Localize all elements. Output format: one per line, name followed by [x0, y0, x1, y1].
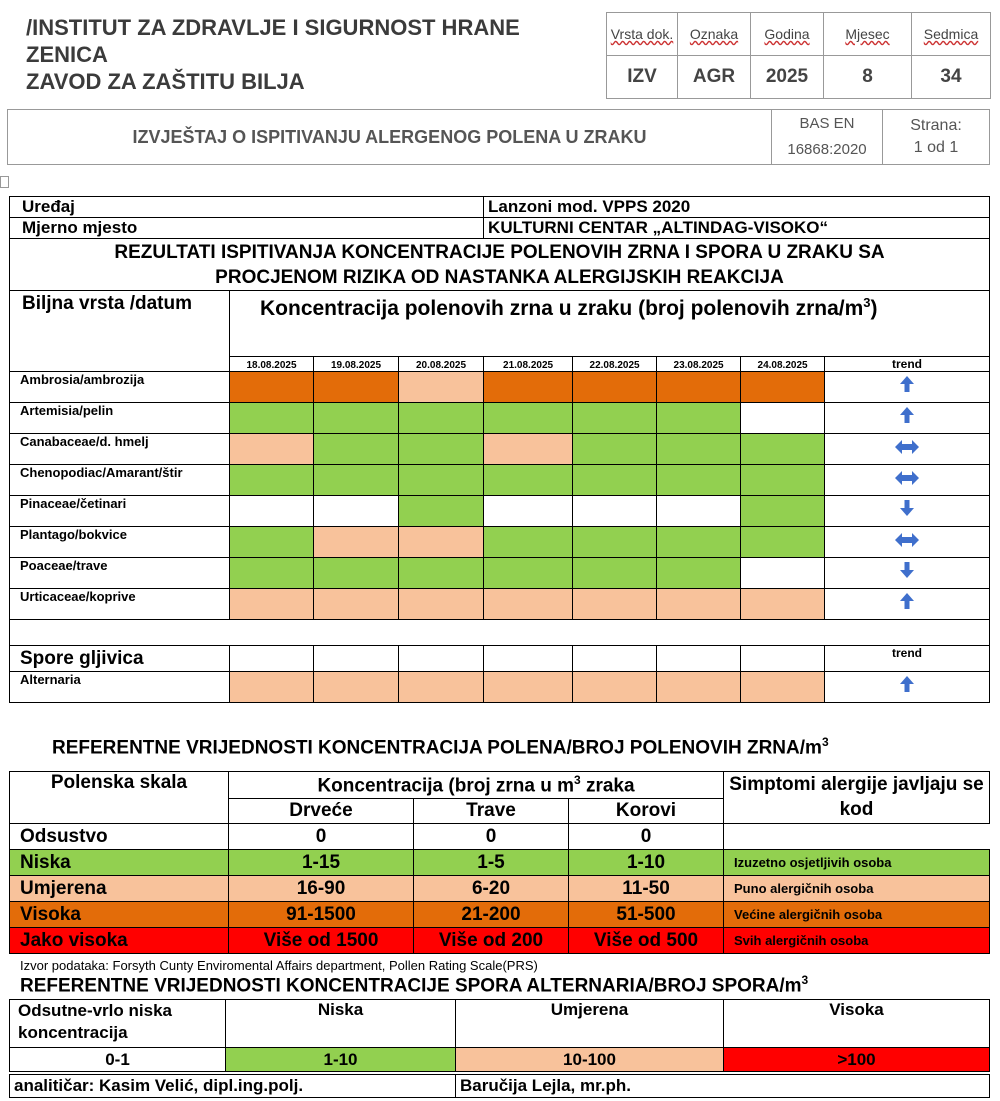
- ref-grass-value: 21-200: [414, 902, 569, 928]
- concentration-cell-low: [399, 403, 484, 434]
- concentration-cell-low: [484, 558, 573, 589]
- ref-scale-name: Jako visoka: [10, 928, 229, 954]
- analyst-name: analitičar: Kasim Velić, dipl.ing.polj.: [10, 1075, 456, 1098]
- ref-weeds-value: 11-50: [569, 876, 724, 902]
- ref-symptoms-header: Simptomi alergije javljaju se kod: [724, 772, 990, 824]
- concentration-cell-low: [657, 403, 741, 434]
- concentration-cell-moderate: [484, 589, 573, 620]
- concentration-cell-low: [314, 434, 399, 465]
- pollen-row: [10, 558, 990, 589]
- spore-ref-value-high: >100: [724, 1048, 990, 1072]
- species-name: Chenopodiac/Amarant/štir: [10, 465, 230, 496]
- concentration-cell-high: [484, 372, 573, 403]
- species-name: Poaceae/trave: [10, 558, 230, 589]
- report-page: [883, 110, 990, 165]
- reference-row: [10, 824, 990, 850]
- ref-weeds-value: 0: [569, 824, 724, 850]
- ref-weeds-header: Korovi: [569, 799, 724, 824]
- spore-reference-table: [9, 999, 990, 1072]
- trend-cell: [825, 589, 990, 620]
- reference-title: [52, 735, 829, 759]
- empty-cell: [573, 646, 657, 672]
- concentration-cell-low: [573, 558, 657, 589]
- trend-header: trend: [825, 357, 990, 372]
- down-arrow-icon: [899, 562, 915, 584]
- institute-department: ZAVOD ZA ZAŠTITU BILJA: [26, 69, 305, 94]
- reference-row: [10, 876, 990, 902]
- concentration-cell-moderate: [230, 434, 314, 465]
- trend-cell: [825, 465, 990, 496]
- species-column-header: Biljna vrsta /datum: [10, 291, 230, 372]
- ref-scale-header: Polenska skala: [10, 772, 229, 824]
- reference-title-text: REFERENTNE VRIJEDNOSTI KONCENTRACIJA POLENA/BROJ POLENOVIH ZRNA/m: [52, 737, 822, 759]
- concentration-cell-moderate: [657, 672, 741, 703]
- second-analyst-name: Baručija Lejla, mr.ph.: [456, 1075, 990, 1098]
- species-name: Plantago/bokvice: [10, 527, 230, 558]
- device-value: Lanzoni mod. VPPS 2020: [484, 197, 990, 218]
- concentration-cell-moderate: [399, 589, 484, 620]
- trend-cell: [825, 558, 990, 589]
- ref-concentration-header: [229, 772, 724, 799]
- empty-cell: [314, 646, 399, 672]
- ref-scale-name: Umjerena: [10, 876, 229, 902]
- reference-row: [10, 850, 990, 876]
- concentration-cell-moderate: [314, 589, 399, 620]
- concentration-cell-low: [399, 496, 484, 527]
- concentration-cell-none: [741, 403, 825, 434]
- device-label: Uređaj: [10, 197, 484, 218]
- pollen-row: [10, 372, 990, 403]
- ref-grass-value: Više od 200: [414, 928, 569, 954]
- spore-ref-header-low: Niska: [226, 1000, 456, 1048]
- concentration-cell-high: [573, 372, 657, 403]
- up-arrow-icon: [899, 676, 915, 698]
- species-name: Artemisia/pelin: [10, 403, 230, 434]
- concentration-cell-low: [741, 465, 825, 496]
- ref-scale-name: Odsustvo: [10, 824, 229, 850]
- concentration-cell-low: [314, 403, 399, 434]
- down-arrow-icon: [899, 500, 915, 522]
- location-label: Mjerno mjesto: [10, 218, 484, 239]
- concentration-cell-high: [230, 372, 314, 403]
- date-header: 18.08.2025: [230, 357, 314, 372]
- date-header: 21.08.2025: [484, 357, 573, 372]
- institute-header: [26, 14, 596, 95]
- species-name: Canabaceae/d. hmelj: [10, 434, 230, 465]
- footer-signatures: [9, 1074, 990, 1098]
- concentration-cell-low: [657, 434, 741, 465]
- concentration-cell-moderate: [399, 527, 484, 558]
- reference-row: [10, 928, 990, 954]
- ref-symptom: Svih alergičnih osoba: [724, 928, 990, 954]
- species-name: Alternaria: [10, 672, 230, 703]
- concentration-cell-low: [399, 434, 484, 465]
- standard-line1: BAS EN: [799, 115, 855, 132]
- concentration-cell-low: [573, 403, 657, 434]
- concentration-cell-moderate: [230, 672, 314, 703]
- data-source-note: Izvor podataka: Forsyth Cunty Enviromental Affairs department, Pollen Rating Scale(PRS): [20, 958, 538, 973]
- spore-ref-header-high: Visoka: [724, 1000, 990, 1048]
- meta-value-code: AGR: [678, 56, 751, 99]
- species-name: Urticaceae/koprive: [10, 589, 230, 620]
- concentration-header-end: ): [870, 297, 878, 320]
- concentration-cell-low: [741, 434, 825, 465]
- pollen-row: [10, 434, 990, 465]
- ref-conc-text: Koncentracija (broj zrna u m: [317, 775, 574, 797]
- date-header: 23.08.2025: [657, 357, 741, 372]
- ref-trees-value: Više od 1500: [229, 928, 414, 954]
- pollen-row: [10, 527, 990, 558]
- meta-value-week: 34: [912, 56, 991, 99]
- concentration-cell-low: [484, 403, 573, 434]
- ref-trees-value: 91-1500: [229, 902, 414, 928]
- up-arrow-icon: [899, 407, 915, 429]
- report-standard: [772, 110, 883, 165]
- concentration-cell-high: [657, 372, 741, 403]
- empty-cell: [399, 646, 484, 672]
- up-arrow-icon: [899, 376, 915, 398]
- concentration-cell-high: [741, 372, 825, 403]
- results-table: [9, 196, 990, 703]
- spacer-row: [10, 620, 990, 646]
- ref-trees-value: 16-90: [229, 876, 414, 902]
- pollen-row: [10, 403, 990, 434]
- concentration-cell-low: [573, 434, 657, 465]
- concentration-cell-moderate: [399, 372, 484, 403]
- concentration-header-text: Koncentracija polenovih zrna u zraku (broj polenovih zrna/m: [260, 297, 864, 320]
- concentration-cell-moderate: [657, 589, 741, 620]
- concentration-cell-moderate: [741, 589, 825, 620]
- trend-cell: [825, 496, 990, 527]
- concentration-cell-low: [314, 465, 399, 496]
- concentration-cell-none: [573, 496, 657, 527]
- empty-cell: [230, 646, 314, 672]
- empty-cell: [741, 646, 825, 672]
- concentration-header: [230, 291, 990, 357]
- concentration-cell-moderate: [741, 672, 825, 703]
- ref-conc-end: zraka: [580, 775, 635, 797]
- reference-title-sup: 3: [821, 735, 829, 749]
- pollen-row: [10, 465, 990, 496]
- spore-row: [10, 672, 990, 703]
- spore-reference-title-text: REFERENTNE VRIJEDNOSTI KONCENTRACIJE SPORA ALTERNARIA/BROJ SPORA/m: [20, 975, 802, 997]
- concentration-cell-low: [399, 558, 484, 589]
- spore-ref-header-absent: Odsutne-vrlo niska koncentracija: [10, 1000, 226, 1048]
- concentration-cell-moderate: [484, 434, 573, 465]
- concentration-cell-low: [230, 403, 314, 434]
- up-arrow-icon: [899, 593, 915, 615]
- pollen-reference-table: [9, 771, 990, 954]
- ref-weeds-value: 51-500: [569, 902, 724, 928]
- date-header: 22.08.2025: [573, 357, 657, 372]
- concentration-cell-low: [657, 465, 741, 496]
- concentration-cell-moderate: [399, 672, 484, 703]
- concentration-cell-moderate: [230, 589, 314, 620]
- meta-label-code: Oznaka: [678, 13, 751, 56]
- ref-grass-value: 0: [414, 824, 569, 850]
- concentration-cell-low: [573, 465, 657, 496]
- ref-symptom: Izuzetno osjetljivih osoba: [724, 850, 990, 876]
- page-label: Strana:: [910, 117, 962, 134]
- ref-trees-value: 1-15: [229, 850, 414, 876]
- concentration-cell-moderate: [484, 672, 573, 703]
- meta-value-year: 2025: [751, 56, 824, 99]
- trend-cell: [825, 372, 990, 403]
- concentration-cell-low: [314, 558, 399, 589]
- meta-value-month: 8: [824, 56, 912, 99]
- trend-cell: [825, 672, 990, 703]
- reference-row: [10, 902, 990, 928]
- trend-cell: [825, 434, 990, 465]
- ref-scale-name: Visoka: [10, 902, 229, 928]
- ref-weeds-value: 1-10: [569, 850, 724, 876]
- table-move-handle-icon[interactable]: [0, 176, 9, 188]
- concentration-cell-none: [484, 496, 573, 527]
- trend-cell: [825, 527, 990, 558]
- location-value: KULTURNI CENTAR „ALTINDAG-VISOKO“: [484, 218, 990, 239]
- meta-label-year: Godina: [751, 13, 824, 56]
- meta-label-type: Vrsta dok.: [607, 13, 678, 56]
- spore-reference-title: [20, 973, 808, 997]
- concentration-header-sup: 3: [863, 295, 871, 310]
- concentration-cell-low: [741, 527, 825, 558]
- date-header: 24.08.2025: [741, 357, 825, 372]
- concentration-cell-none: [314, 496, 399, 527]
- concentration-cell-none: [230, 496, 314, 527]
- spore-ref-value-low: 1-10: [226, 1048, 456, 1072]
- concentration-cell-low: [573, 527, 657, 558]
- concentration-cell-low: [484, 527, 573, 558]
- date-header: 20.08.2025: [399, 357, 484, 372]
- spores-trend-header: trend: [825, 646, 990, 672]
- ref-conc-sup: 3: [574, 772, 581, 787]
- ref-grass-value: 1-5: [414, 850, 569, 876]
- ref-symptom: Većine alergičnih osoba: [724, 902, 990, 928]
- concentration-cell-low: [230, 527, 314, 558]
- results-title: [10, 239, 990, 291]
- spore-reference-title-sup: 3: [801, 973, 809, 987]
- report-title-box: [7, 109, 990, 165]
- species-name: Pinaceae/četinari: [10, 496, 230, 527]
- report-title: IZVJEŠTAJ O ISPITIVANJU ALERGENOG POLENA U ZRAKU: [8, 110, 772, 165]
- empty-cell: [657, 646, 741, 672]
- trend-cell: [825, 403, 990, 434]
- concentration-cell-low: [399, 465, 484, 496]
- spores-header: Spore gljivica: [10, 646, 230, 672]
- concentration-cell-low: [484, 465, 573, 496]
- concentration-cell-moderate: [314, 672, 399, 703]
- ref-symptom: Puno alergičnih osoba: [724, 876, 990, 902]
- spore-ref-value-moderate: 10-100: [456, 1048, 724, 1072]
- concentration-cell-low: [230, 465, 314, 496]
- concentration-cell-low: [657, 558, 741, 589]
- institute-city: ZENICA: [26, 42, 108, 67]
- left-right-arrow-icon: [894, 438, 920, 460]
- concentration-cell-moderate: [573, 672, 657, 703]
- ref-trees-value: 0: [229, 824, 414, 850]
- concentration-cell-moderate: [573, 589, 657, 620]
- concentration-cell-low: [657, 527, 741, 558]
- ref-grass-header: Trave: [414, 799, 569, 824]
- pollen-row: [10, 589, 990, 620]
- meta-label-week: Sedmica: [912, 13, 991, 56]
- concentration-cell-none: [741, 558, 825, 589]
- concentration-cell-moderate: [314, 527, 399, 558]
- concentration-cell-low: [230, 558, 314, 589]
- meta-label-month: Mjesec: [824, 13, 912, 56]
- pollen-row: [10, 496, 990, 527]
- ref-trees-header: Drveće: [229, 799, 414, 824]
- concentration-cell-high: [314, 372, 399, 403]
- results-title-line2: PROCJENOM RIZIKA OD NASTANKA ALERGIJSKIH REAKCIJA: [215, 266, 784, 288]
- species-name: Ambrosia/ambrozija: [10, 372, 230, 403]
- standard-line2: 16868:2020: [787, 141, 867, 158]
- meta-value-type: IZV: [607, 56, 678, 99]
- left-right-arrow-icon: [894, 531, 920, 553]
- date-header: 19.08.2025: [314, 357, 399, 372]
- spore-ref-header-moderate: Umjerena: [456, 1000, 724, 1048]
- ref-scale-name: Niska: [10, 850, 229, 876]
- spore-ref-value-absent: 0-1: [10, 1048, 226, 1072]
- ref-weeds-value: Više od 500: [569, 928, 724, 954]
- concentration-cell-none: [657, 496, 741, 527]
- ref-grass-value: 6-20: [414, 876, 569, 902]
- results-title-line1: REZULTATI ISPITIVANJA KONCENTRACIJE POLENOVIH ZRNA I SPORA U ZRAKU SA: [114, 241, 885, 263]
- document-meta-table: [606, 12, 991, 99]
- empty-cell: [484, 646, 573, 672]
- concentration-cell-low: [741, 496, 825, 527]
- institute-name: /INSTITUT ZA ZDRAVLJE I SIGURNOST HRANE: [26, 15, 520, 40]
- left-right-arrow-icon: [894, 469, 920, 491]
- page-value: 1 od 1: [913, 139, 959, 156]
